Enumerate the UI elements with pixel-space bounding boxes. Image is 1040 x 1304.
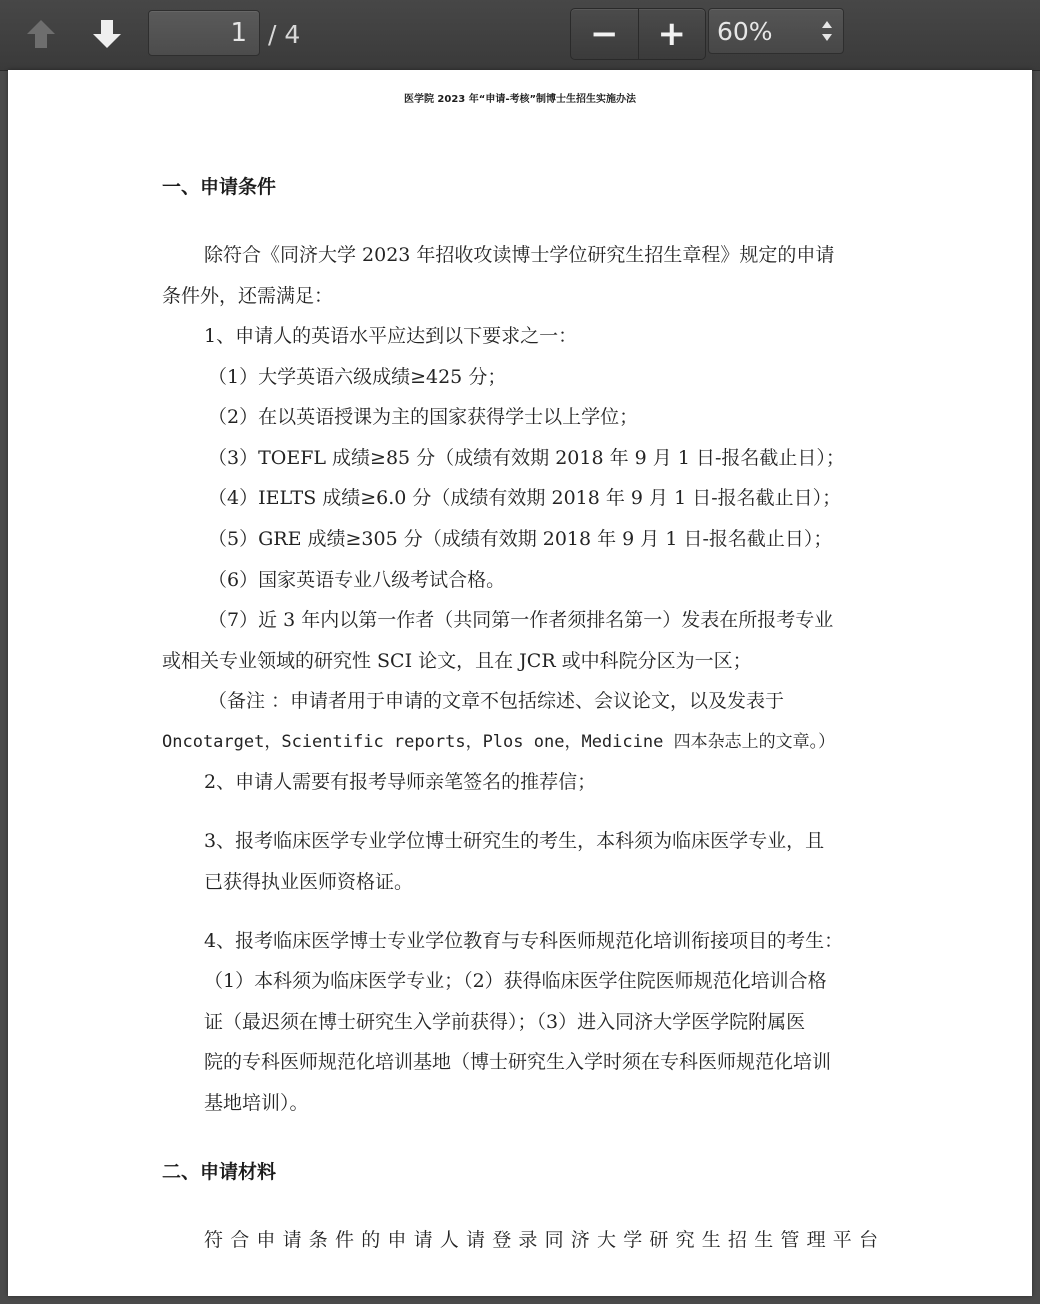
requirement-4-line-5: 基地培训）。 [204, 1092, 309, 1114]
materials-line-1: 符合申请条件的申请人请登录同济大学研究生招生管理平台 [204, 1229, 878, 1251]
requirement-4-line-4: 院的专科医师规范化培训基地（博士研究生入学时须在专科医师规范化培训 [204, 1051, 832, 1073]
requirement-1: 1、申请人的英语水平应达到以下要求之一： [204, 325, 578, 347]
zoom-level-select[interactable] [708, 8, 844, 54]
zoom-out-button[interactable]: − [590, 14, 619, 54]
requirement-3-line-1: 3、报考临床医学专业学位博士研究生的考生，本科须为临床医学专业，且 [204, 830, 825, 852]
next-page-button[interactable] [84, 10, 130, 58]
intro-line-1: 除符合《同济大学 2023 年招收攻读博士学位研究生招生章程》规定的申请 [204, 244, 835, 266]
document-page [8, 70, 1032, 1296]
req1-item-1: （1）大学英语六级成绩≥425 分； [208, 366, 507, 388]
toolbar [0, 0, 1040, 71]
requirement-2: 2、申请人需要有报考导师亲笔签名的推荐信； [204, 771, 597, 793]
req1-item-2: （2）在以英语授课为主的国家获得学士以上学位； [208, 406, 639, 428]
section-heading-conditions: 一、申请条件 [162, 176, 277, 198]
note-line-1: （备注 ：申请者用于申请的文章不包括综述、会议论文，以及发表于 [208, 690, 785, 712]
req1-item-7-continued: 或相关专业领域的研究性 SCI 论文，且在 JCR 或中科院分区为一区； [162, 650, 752, 672]
page-number-input[interactable]: 1 [148, 10, 260, 56]
req1-item-3: （3）TOEFL 成绩≥85 分（成绩有效期 2018 年 9 月 1 日-报名截止日）； [208, 447, 845, 469]
requirement-3-line-2: 已获得执业医师资格证。 [204, 871, 414, 893]
zoom-controls [570, 8, 706, 60]
requirement-4-line-2: （1）本科须为临床医学专业；（2）获得临床医学住院医师规范化培训合格 [204, 970, 827, 992]
zoom-level-value: 60% [717, 16, 773, 46]
req1-item-5: （5）GRE 成绩≥305 分（成绩有效期 2018 年 9 月 1 日-报名截止日）； [208, 528, 833, 550]
select-arrows-icon [821, 18, 833, 44]
req1-item-4: （4）IELTS 成绩≥6.0 分（成绩有效期 2018 年 9 月 1 日-报名截止日）； [208, 487, 842, 509]
requirement-4-line-3: 证（最迟须在博士研究生入学前获得）；（3）进入同济大学医学院附属医 [204, 1011, 806, 1033]
arrow-up-icon [24, 17, 58, 51]
requirement-4-line-1: 4、报考临床医学博士专业学位教育与专科医师规范化培训衔接项目的考生： [204, 930, 844, 952]
intro-line-2: 条件外，还需满足： [162, 285, 334, 307]
section-heading-materials: 二、申请材料 [162, 1161, 277, 1183]
req1-item-6: （6）国家英语专业八级考试合格。 [208, 569, 506, 591]
previous-page-button[interactable] [18, 10, 64, 58]
zoom-in-button[interactable]: + [638, 9, 706, 59]
page-total-label: / 4 [268, 19, 301, 49]
arrow-down-icon [90, 17, 124, 51]
document-title: 医学院 2023 年“申请-考核”制博士生招生实施办法 [403, 94, 637, 105]
note-line-2: Oncotarget，Scientific reports，Plos one，Medicine 四本杂志上的文章。） [162, 732, 836, 752]
req1-item-7: （7）近 3 年内以第一作者（共同第一作者须排名第一）发表在所报考专业 [208, 609, 834, 631]
